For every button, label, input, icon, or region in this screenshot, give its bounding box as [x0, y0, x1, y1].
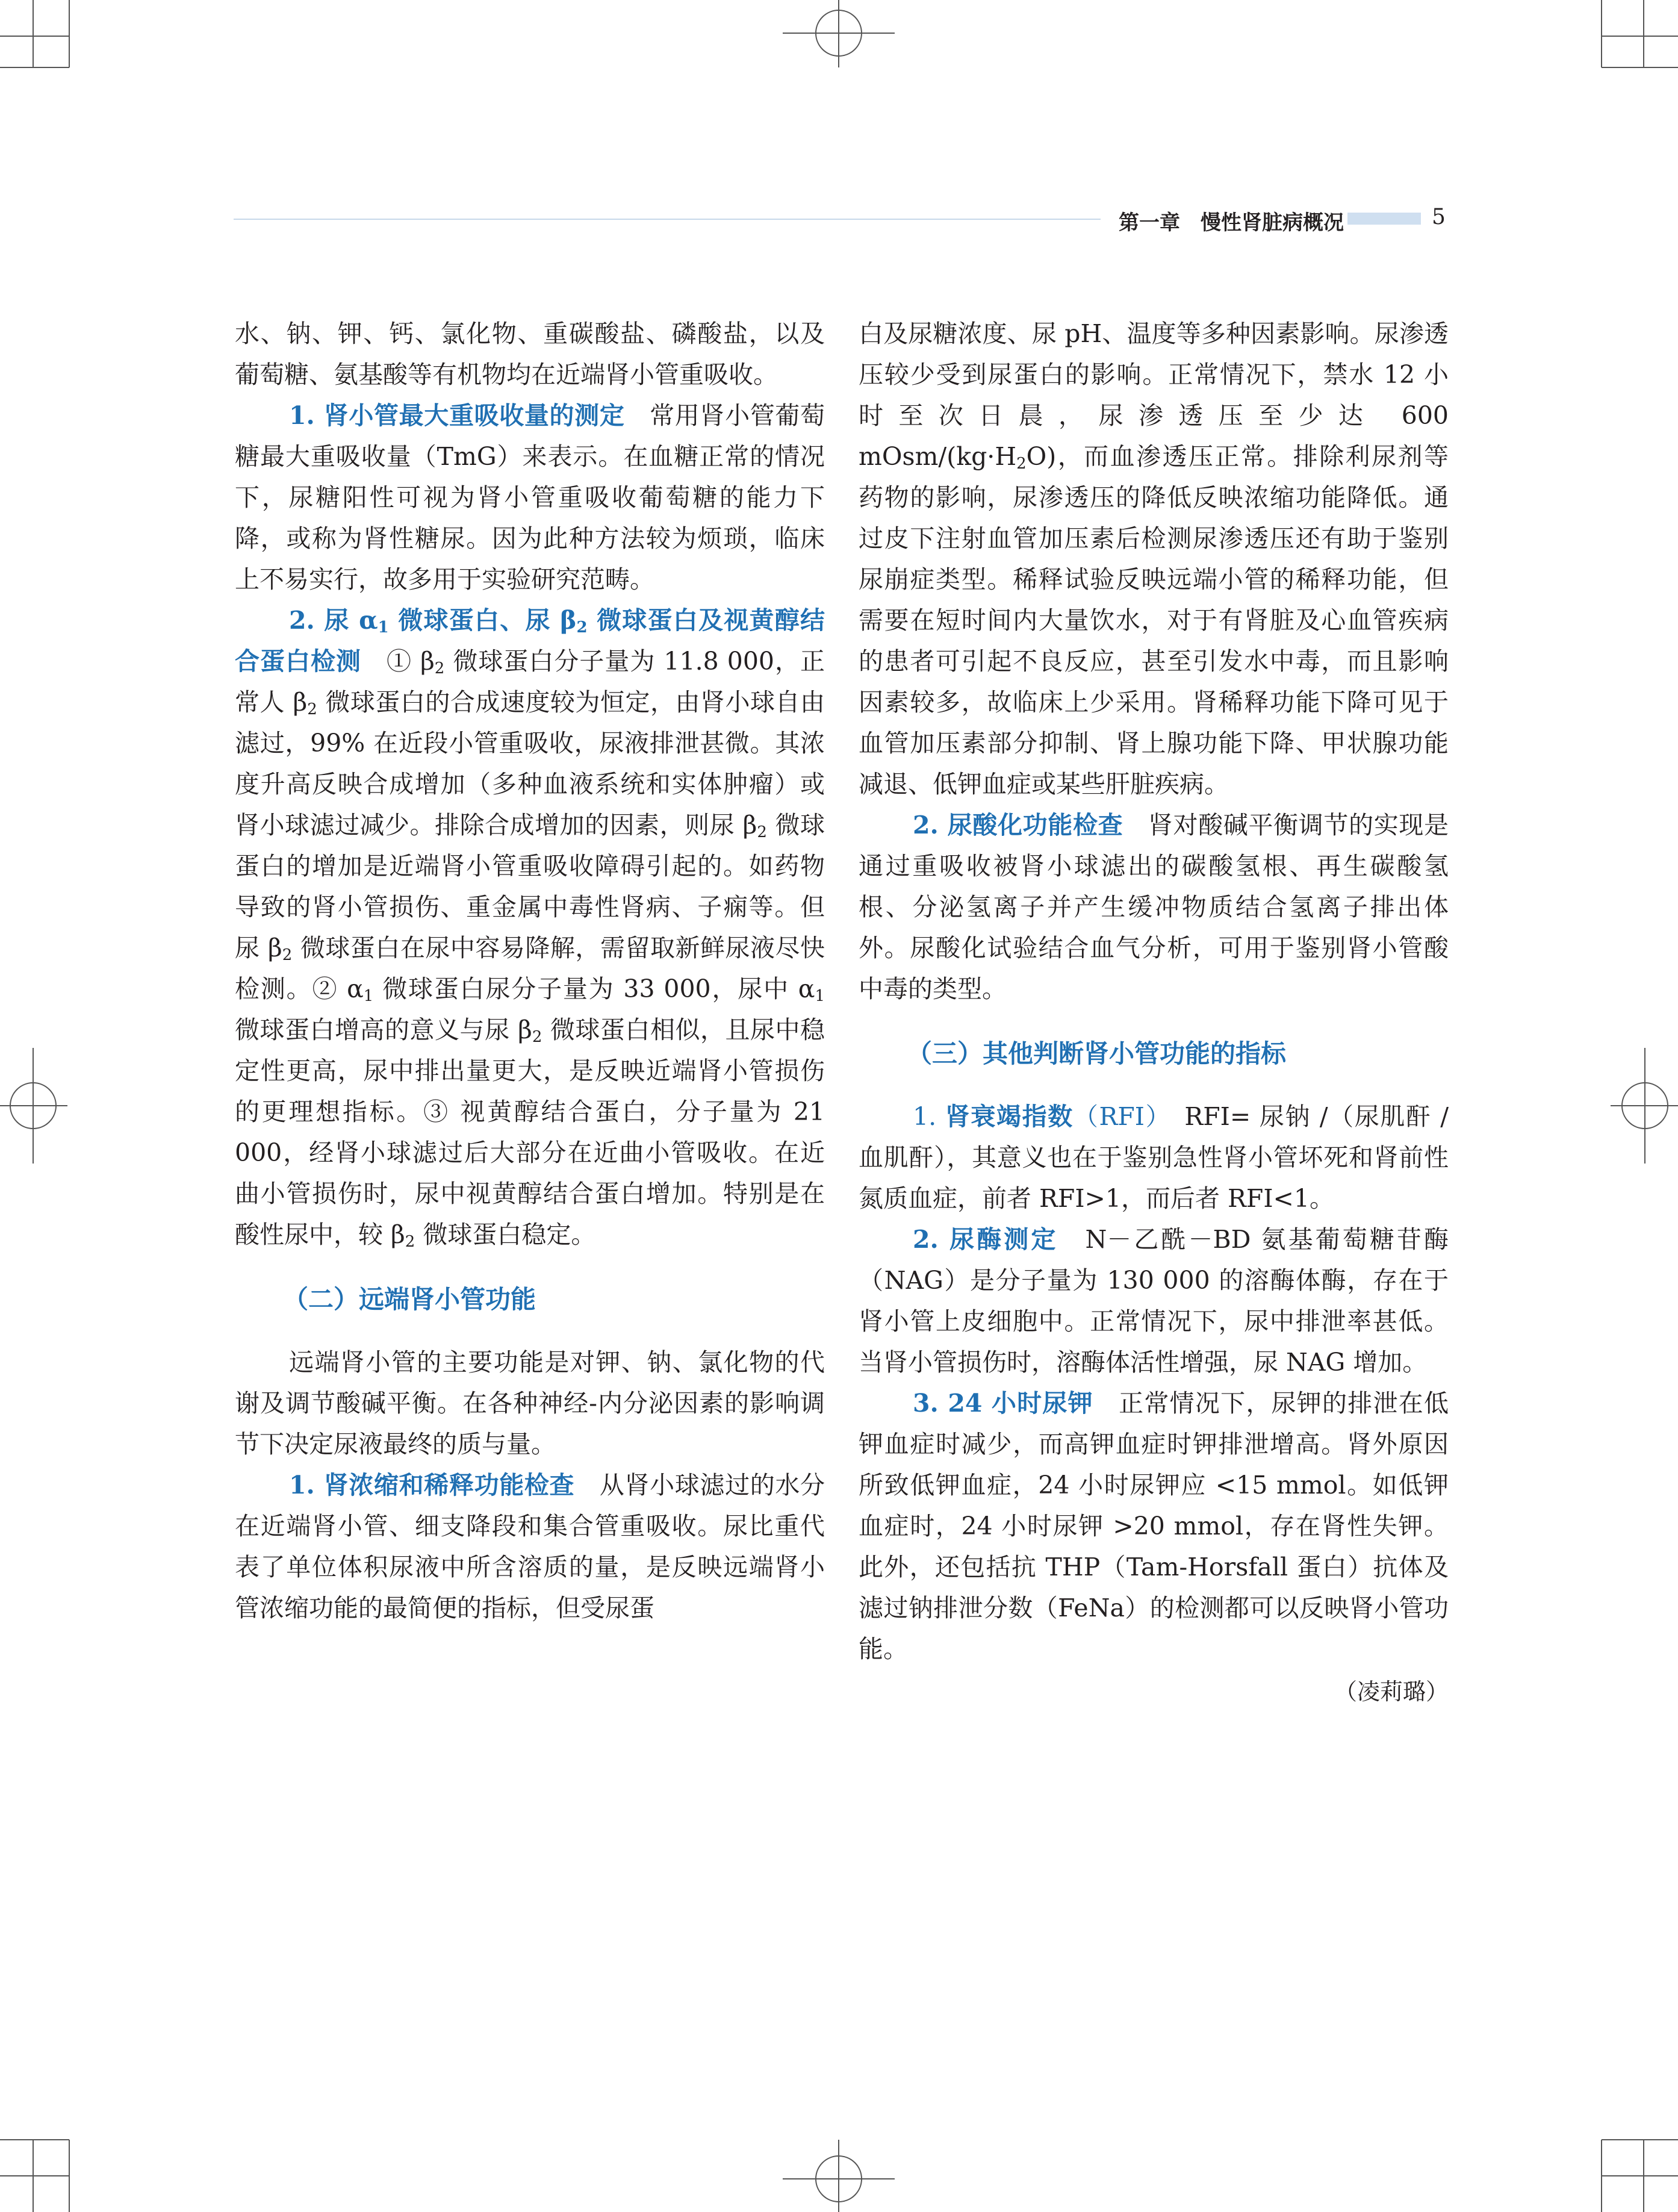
paragraph	[235, 1342, 825, 1465]
header-accent-bar	[1347, 213, 1421, 225]
subsection-title: 肾衰竭指数	[945, 1102, 1074, 1131]
paragraph	[859, 805, 1449, 1009]
paragraph-text: 水、钠、钾、钙、氯化物、重碳酸盐、磷酸盐，以及葡萄糖、氨基酸等有机物均在近端肾小管重吸收。	[235, 319, 825, 389]
paragraph-text: 肾对酸碱平衡调节的实现是通过重吸收被肾小球滤出的碳酸氢根、再生碳酸氢根、分泌氢离子并产生缓冲物质结合氢离子排出体外。尿酸化试验结合血气分析，可用于鉴别肾小管酸中毒的类型。	[859, 811, 1449, 1003]
paragraph: 1. 肾衰竭指数（RFI） RFI= 尿钠 /（尿肌酐 / 血肌酐），其意义也在于鉴别急性肾小管坏死和肾前性氮质血症，前者 RFI>1，而后者 RFI<1。	[859, 1102, 1449, 1213]
section-heading: （二）远端肾小管功能	[283, 1285, 536, 1314]
paragraph: 2. 尿 $\alpha_1$ 微球蛋白、尿 $\beta_2$ 微球蛋白及视黄醇结合蛋白检测 ① $\beta_2$ 微球蛋白分子量为 11.8 000，正常人 $\beta_2$ 微球蛋白的合成速度较为恒定，由肾小球自由滤过，99% 在近段小管重吸收，尿液排泄甚微。其浓度升高反映合成增加（多种血液系统和实体肿瘤）或肾小球滤过减少。排除合成增加的因素，则尿 $\beta_2$ 微球蛋白的增加是近端肾小管重吸收障碍引起的。如药物导致的肾小管损伤、重金属中毒性肾病、子痫等。但尿 $\beta_2$ 微球蛋白在尿中容易降解，需留取新鲜尿液尽快检测。② $\alpha_1$ 微球蛋白尿分子量为 33 000，尿中 $\alpha_1$ 微球蛋白增高的意义与尿 $\beta_2$ 微球蛋白相似，且尿中稳定性更高，尿中排出量更大，是反映近端肾小管损伤的更理想指标。③ 视黄醇结合蛋白，分子量为 21 000，经肾小球滤过后大部分在近曲小管吸收。在近曲小管损伤时，尿中视黄醇结合蛋白增加。特别是在酸性尿中，较 $\beta_2$ 微球蛋白稳定。	[235, 606, 825, 1251]
author-credit: （凌莉璐）	[1334, 1678, 1449, 1705]
paragraph	[235, 1465, 825, 1628]
left-column	[235, 313, 825, 1628]
header-rule	[234, 219, 1101, 220]
paragraph	[859, 1383, 1449, 1669]
section-heading: （三）其他判断肾小管功能的指标	[907, 1039, 1287, 1068]
subsection-title: 2. 尿酸化功能检查	[913, 811, 1123, 840]
subsection-title: 1. 肾浓缩和稀释功能检查	[289, 1471, 575, 1500]
paragraph-text: 从肾小球滤过的水分在近端肾小管、细支降段和集合管重吸收。尿比重代表了单位体积尿液中所含溶质的量，是反映远端肾小管浓缩功能的最简便的指标，但受尿蛋	[235, 1471, 825, 1622]
running-header	[234, 205, 1450, 235]
subsection-title: 2. 尿 $\alpha_1$ 微球蛋白、尿 $\beta_2$ 微球蛋白及视黄醇结合蛋白检测	[235, 606, 825, 676]
subsection-title: 1. 肾小管最大重吸收量的测定	[289, 401, 625, 430]
chapter-title: 第一章 慢性肾脏病概况	[1119, 211, 1344, 235]
paragraph: 白及尿糖浓度、尿 pH、温度等多种因素影响。尿渗透压较少受到尿蛋白的影响。正常情况下，禁水 12 小时至次日晨，尿渗透压至少达 600 mOsm/$(kg\cdot H_2O)$，而血渗透压正常。排除利尿剂等药物的影响，尿渗透压的降低反映浓缩功能降低。通过皮下注射血管加压素后检测尿渗透压还有助于鉴别尿崩症类型。稀释试验反映远端小管的稀释功能，但需要在短时间内大量饮水，对于有肾脏及心血管疾病的患者可引起不良反应，甚至引发水中毒，而且影响因素较多，故临床上少采用。肾稀释功能下降可见于血管加压素部分抑制、肾上腺功能下降、甲状腺功能减退、低钾血症或某些肝脏疾病。	[859, 319, 1449, 799]
right-column	[859, 313, 1449, 1710]
paragraph-text: N－乙酰－BD 氨基葡萄糖苷酶（NAG）是分子量为 130 000 的溶酶体酶，存在于肾小管上皮细胞中。正常情况下，尿中排泄率甚低。当肾小管损伤时，溶酶体活性增强，尿 NAG 增加。	[859, 1225, 1449, 1377]
paragraph-text: 正常情况下，尿钾的排泄在低钾血症时减少，而高钾血症时钾排泄增高。肾外原因所致低钾血症，24 小时尿钾应 <15 mmol。如低钾血症时，24 小时尿钾 >20 mmol，存在肾性失钾。此外，还包括抗 THP（Tam-Horsfall 蛋白）抗体及滤过钠排泄分数（FeNa）的检测都可以反映肾小管功能。	[859, 1389, 1449, 1663]
paragraph-text: 远端肾小管的主要功能是对钾、钠、氯化物的代谢及调节酸碱平衡。在各种神经-内分泌因素的影响调节下决定尿液最终的质与量。	[235, 1348, 825, 1459]
paragraph	[235, 395, 825, 600]
subsection-title: 3. 24 小时尿钾	[913, 1389, 1093, 1418]
paragraph	[859, 1219, 1449, 1383]
subsection-title: 2. 尿酶测定	[913, 1225, 1058, 1254]
page-number: 5	[1432, 205, 1446, 229]
paragraph-text: RFI= 尿钠 /（尿肌酐 / 血肌酐），其意义也在于鉴别急性肾小管坏死和肾前性氮质血症，前者 RFI>1，而后者 RFI<1。	[859, 1102, 1449, 1213]
paragraph-text: 常用肾小管葡萄糖最大重吸收量（TmG）来表示。在血糖正常的情况下，尿糖阳性可视为肾小管重吸收葡萄糖的能力下降，或称为肾性糖尿。因为此种方法较为烦琐，临床上不易实行，故多用于实验研究范畴。	[235, 401, 825, 594]
paragraph	[235, 313, 825, 395]
